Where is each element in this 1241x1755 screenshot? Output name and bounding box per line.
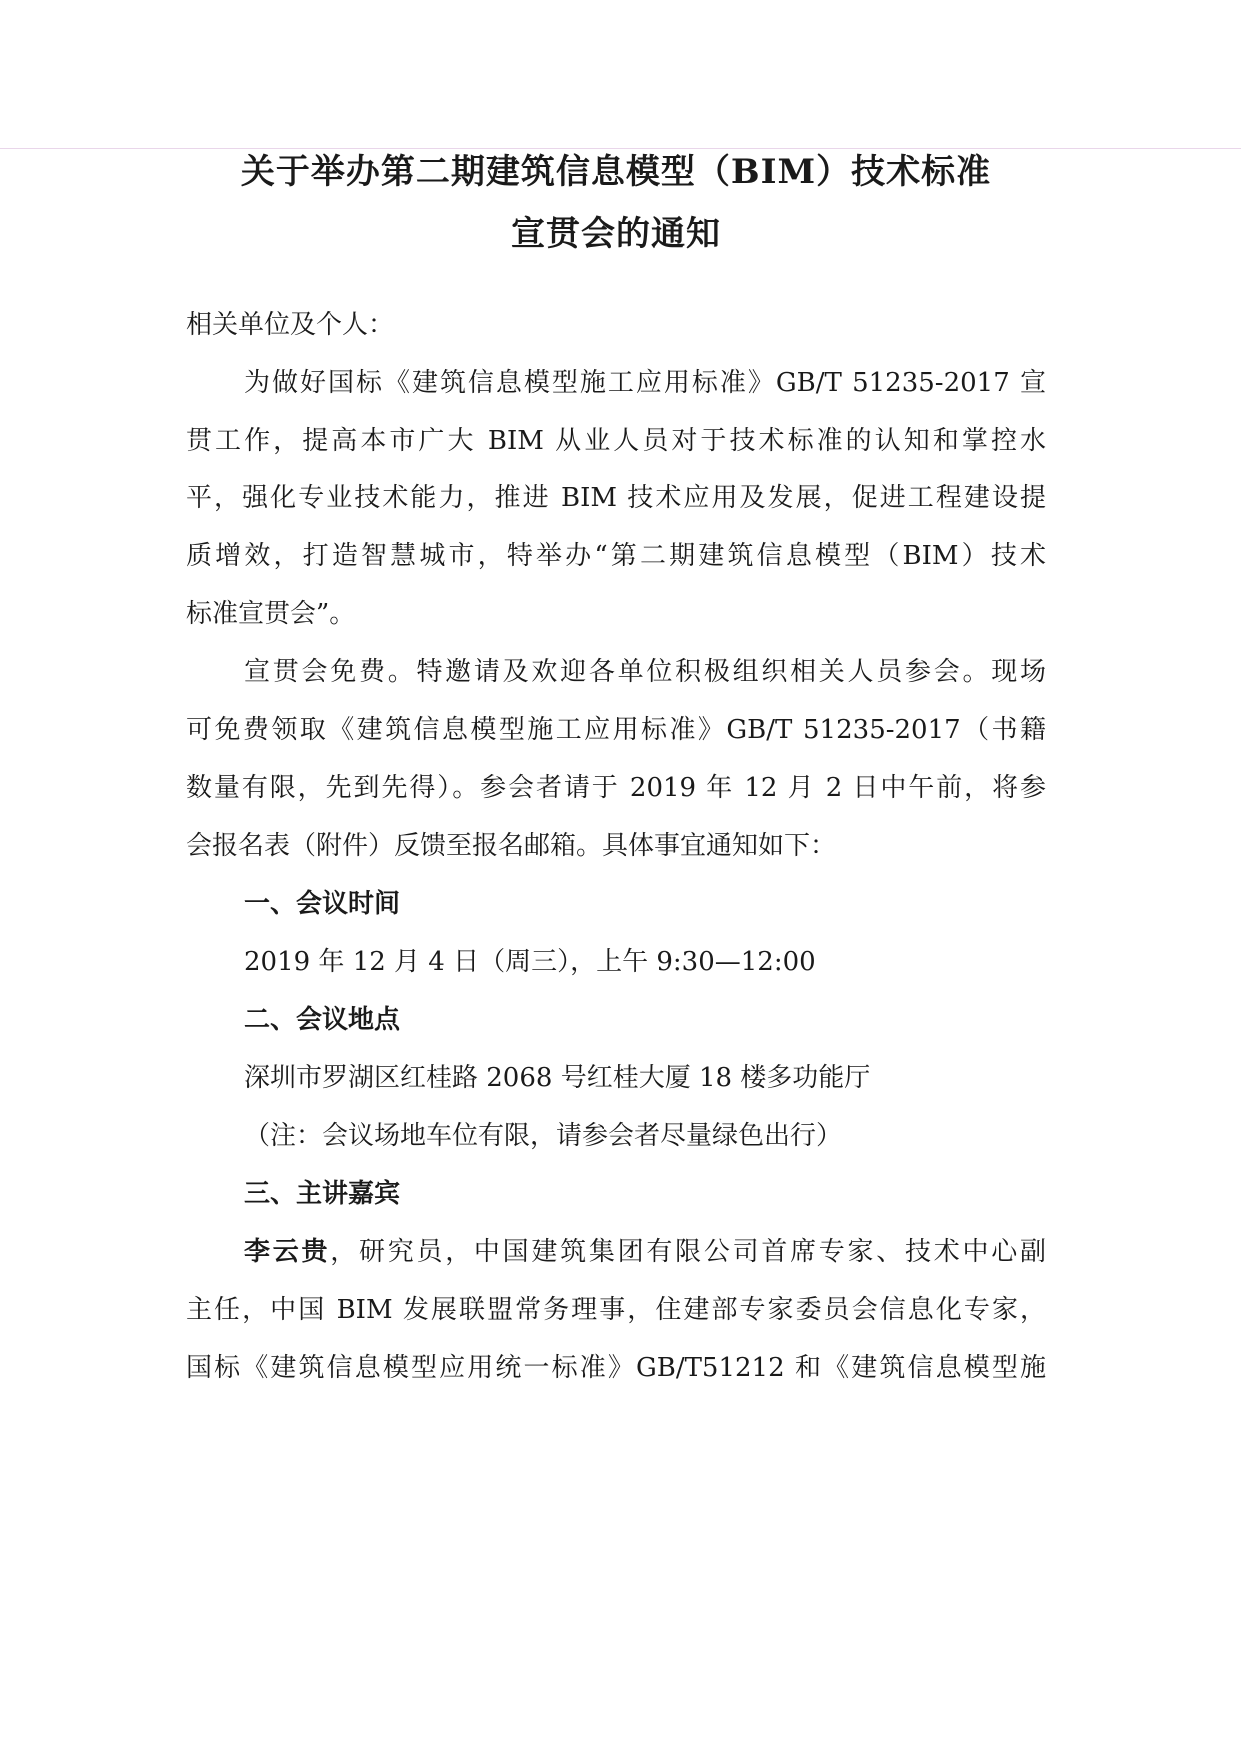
- paragraph-2-line-1: 宣贯会免费。特邀请及欢迎各单位积极组织相关人员参会。现场: [244, 657, 1046, 687]
- document-title-line-2: 宣贯会的通知: [511, 214, 721, 254]
- meeting-address: 深圳市罗湖区红桂路 2068 号红桂大厦 18 楼多功能厅: [244, 1063, 871, 1093]
- paragraph-1-line-4: 质增效，打造智慧城市，特举办“第二期建筑信息模型（BIM）技术: [186, 541, 1046, 571]
- speaker-name: 李云贵: [244, 1237, 331, 1267]
- parking-note: （注：会议场地车位有限，请参会者尽量绿色出行）: [244, 1121, 843, 1151]
- paragraph-1-line-2: 贯工作，提高本市广大 BIM 从业人员对于技术标准的认知和掌控水: [186, 426, 1046, 456]
- top-divider-line: [0, 148, 1241, 149]
- speaker-line-3: 国标《建筑信息模型应用统一标准》GB/T51212 和《建筑信息模型施: [186, 1353, 1046, 1383]
- section-3-heading: 三、主讲嘉宾: [244, 1179, 401, 1209]
- meeting-time: 2019 年 12 月 4 日（周三），上午 9:30—12:00: [244, 947, 816, 977]
- paragraph-1-line-1: 为做好国标《建筑信息模型施工应用标准》GB/T 51235-2017 宣: [244, 368, 1046, 398]
- section-2-heading: 二、会议地点: [244, 1005, 401, 1035]
- salutation: 相关单位及个人：: [186, 310, 395, 340]
- paragraph-2-line-3: 数量有限，先到先得）。参会者请于 2019 年 12 月 2 日中午前，将参: [186, 773, 1046, 803]
- speaker-line-1: [244, 1234, 1046, 1270]
- document-title-line-1: 关于举办第二期建筑信息模型（BIM）技术标准: [240, 152, 992, 192]
- paragraph-2-line-4: 会报名表（附件）反馈至报名邮箱。具体事宜通知如下：: [186, 831, 837, 861]
- paragraph-2-line-2: 可免费领取《建筑信息模型施工应用标准》GB/T 51235-2017（书籍: [186, 715, 1046, 745]
- paragraph-1-line-3: 平，强化专业技术能力，推进 BIM 技术应用及发展，促进工程建设提: [186, 483, 1046, 513]
- speaker-line-2: 主任，中国 BIM 发展联盟常务理事，住建部专家委员会信息化专家，: [186, 1295, 1046, 1325]
- speaker-line-1-text: ，研究员，中国建筑集团有限公司首席专家、技术中心副: [330, 1237, 1046, 1267]
- paragraph-1-line-5: 标准宣贯会”。: [186, 599, 356, 629]
- section-1-heading: 一、会议时间: [244, 889, 401, 919]
